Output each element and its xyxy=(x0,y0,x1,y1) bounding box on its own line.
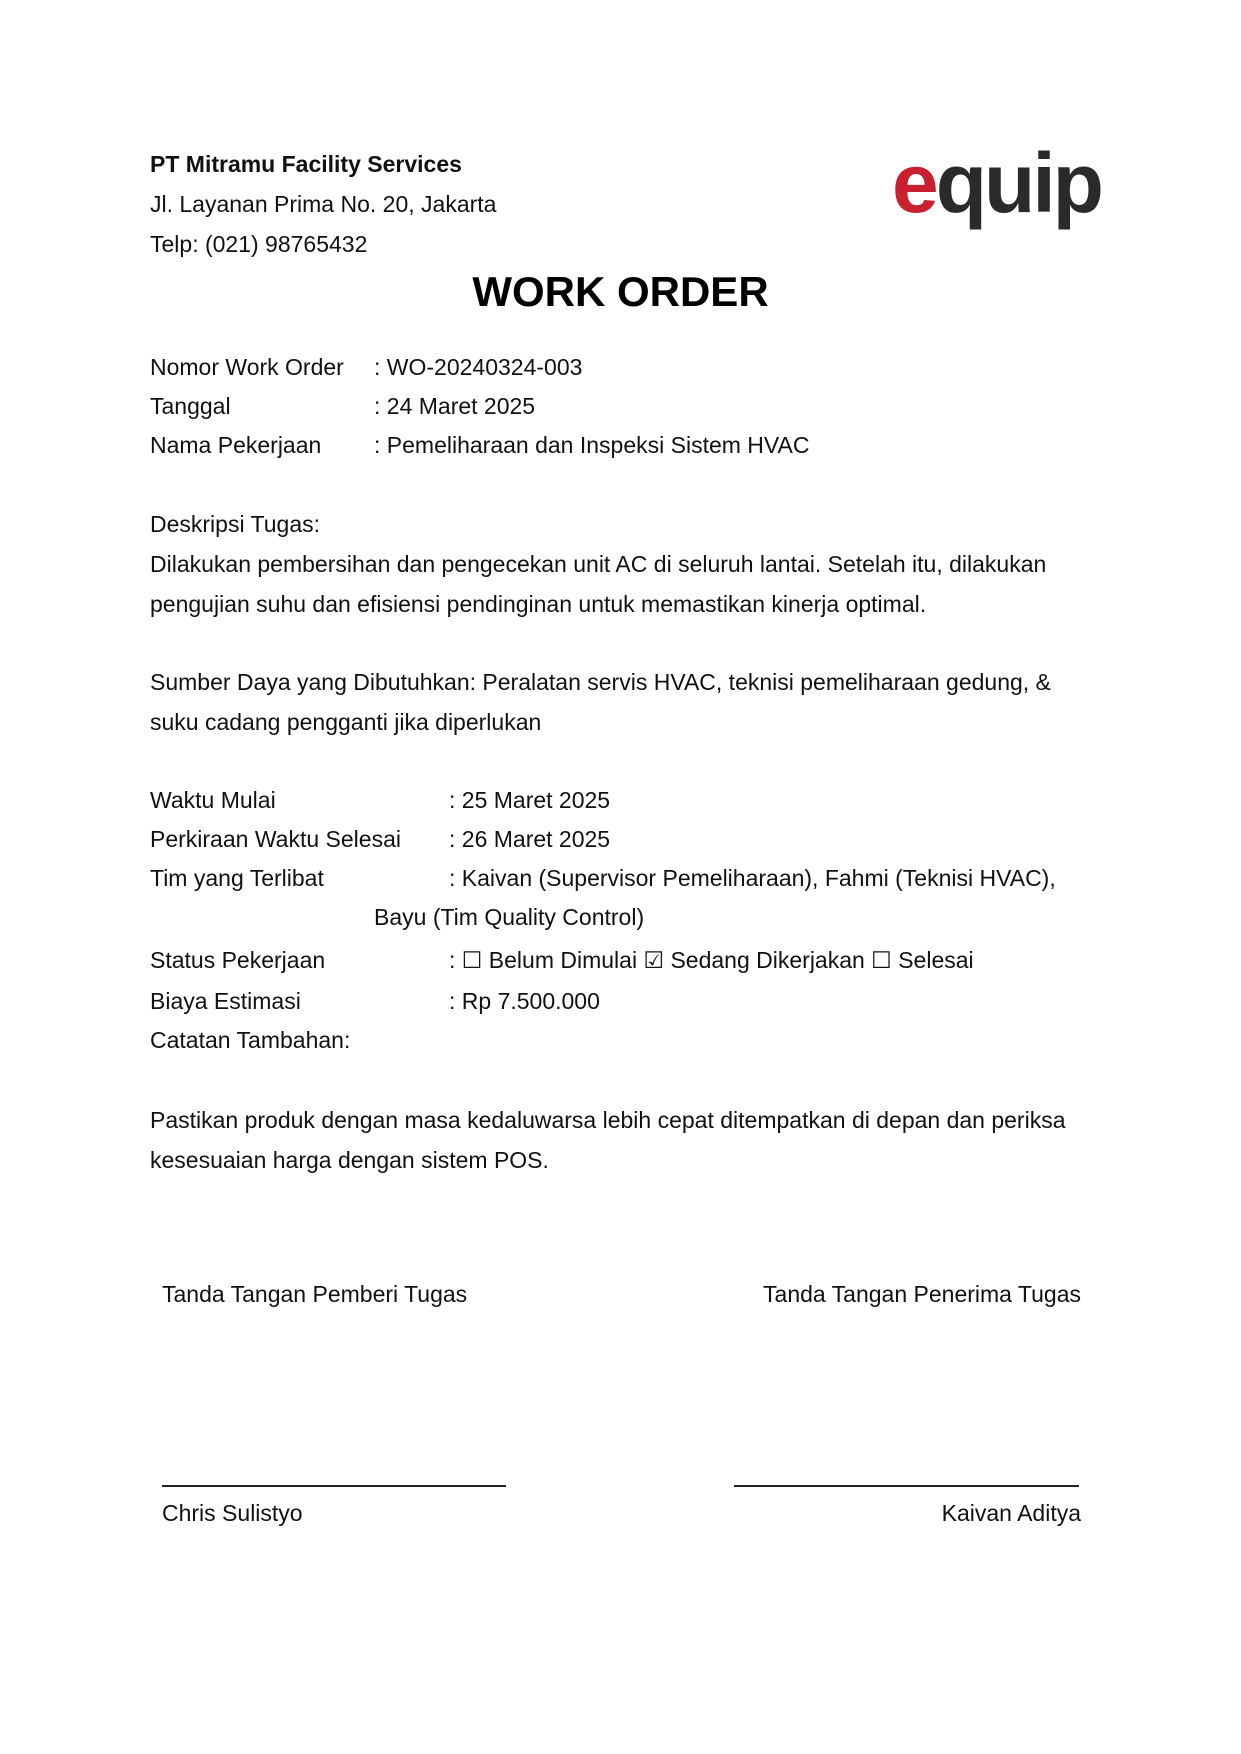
signature-line-receiver xyxy=(734,1485,1079,1487)
work-order-number-value: : WO-20240324-003 xyxy=(374,354,583,380)
cost-value: : Rp 7.500.000 xyxy=(449,988,600,1014)
logo-wordmark xyxy=(892,140,1101,230)
company-address: Jl. Layanan Prima No. 20, Jakarta xyxy=(150,191,497,217)
team-value-line2: Bayu (Tim Quality Control) xyxy=(374,904,645,930)
team-value-line1: : Kaivan (Supervisor Pemeliharaan), Fahmi (Teknisi HVAC), xyxy=(449,865,1056,891)
job-name-value: : Pemeliharaan dan Inspeksi Sistem HVAC xyxy=(374,432,810,458)
description-heading: Deskripsi Tugas: xyxy=(150,511,321,537)
work-order-number-label: Nomor Work Order xyxy=(150,354,344,380)
start-time-value: : 25 Maret 2025 xyxy=(449,787,611,813)
team-label: Tim yang Terlibat xyxy=(150,865,324,891)
job-name-label: Nama Pekerjaan xyxy=(150,432,322,458)
status-value: : ☐ Belum Dimulai ☑ Sedang Dikerjakan ☐ Selesai xyxy=(449,947,974,973)
logo-letter-e: e xyxy=(892,140,936,230)
date-value: : 24 Maret 2025 xyxy=(374,393,536,419)
description-body: Dilakukan pembersihan dan pengecekan unit AC di seluruh lantai. Setelah itu, dilakukan pengujian suhu dan efisiensi pendinginan untuk memastikan kinerja optimal. xyxy=(150,551,1047,617)
document-title: WORK ORDER xyxy=(472,268,769,315)
signature-line-assigner xyxy=(162,1485,506,1487)
company-name: PT Mitramu Facility Services xyxy=(150,151,462,177)
resources-text: Sumber Daya yang Dibutuhkan: Peralatan servis HVAC, teknisi pemeliharaan gedung, & suku cadang pengganti jika diperlukan xyxy=(150,669,1051,735)
cost-label: Biaya Estimasi xyxy=(150,988,301,1014)
signature-name-assigner: Chris Sulistyo xyxy=(162,1500,303,1526)
signature-label-assigner: Tanda Tangan Pemberi Tugas xyxy=(162,1281,468,1307)
date-label: Tanggal xyxy=(150,393,231,419)
signature-label-receiver: Tanda Tangan Penerima Tugas xyxy=(763,1281,1081,1307)
end-time-label: Perkiraan Waktu Selesai xyxy=(150,826,401,852)
company-phone: Telp: (021) 98765432 xyxy=(150,231,368,257)
notes-text: Pastikan produk dengan masa kedaluwarsa lebih cepat ditempatkan di depan dan periksa kesesuaian harga dengan sistem POS. xyxy=(150,1107,1066,1173)
signature-name-receiver: Kaivan Aditya xyxy=(941,1500,1081,1526)
end-time-value: : 26 Maret 2025 xyxy=(449,826,611,852)
status-label: Status Pekerjaan xyxy=(150,947,326,973)
notes-label: Catatan Tambahan: xyxy=(150,1027,351,1053)
equip-logo xyxy=(892,140,1132,250)
logo-letters-quip: quip xyxy=(935,140,1101,230)
start-time-label: Waktu Mulai xyxy=(150,787,276,813)
